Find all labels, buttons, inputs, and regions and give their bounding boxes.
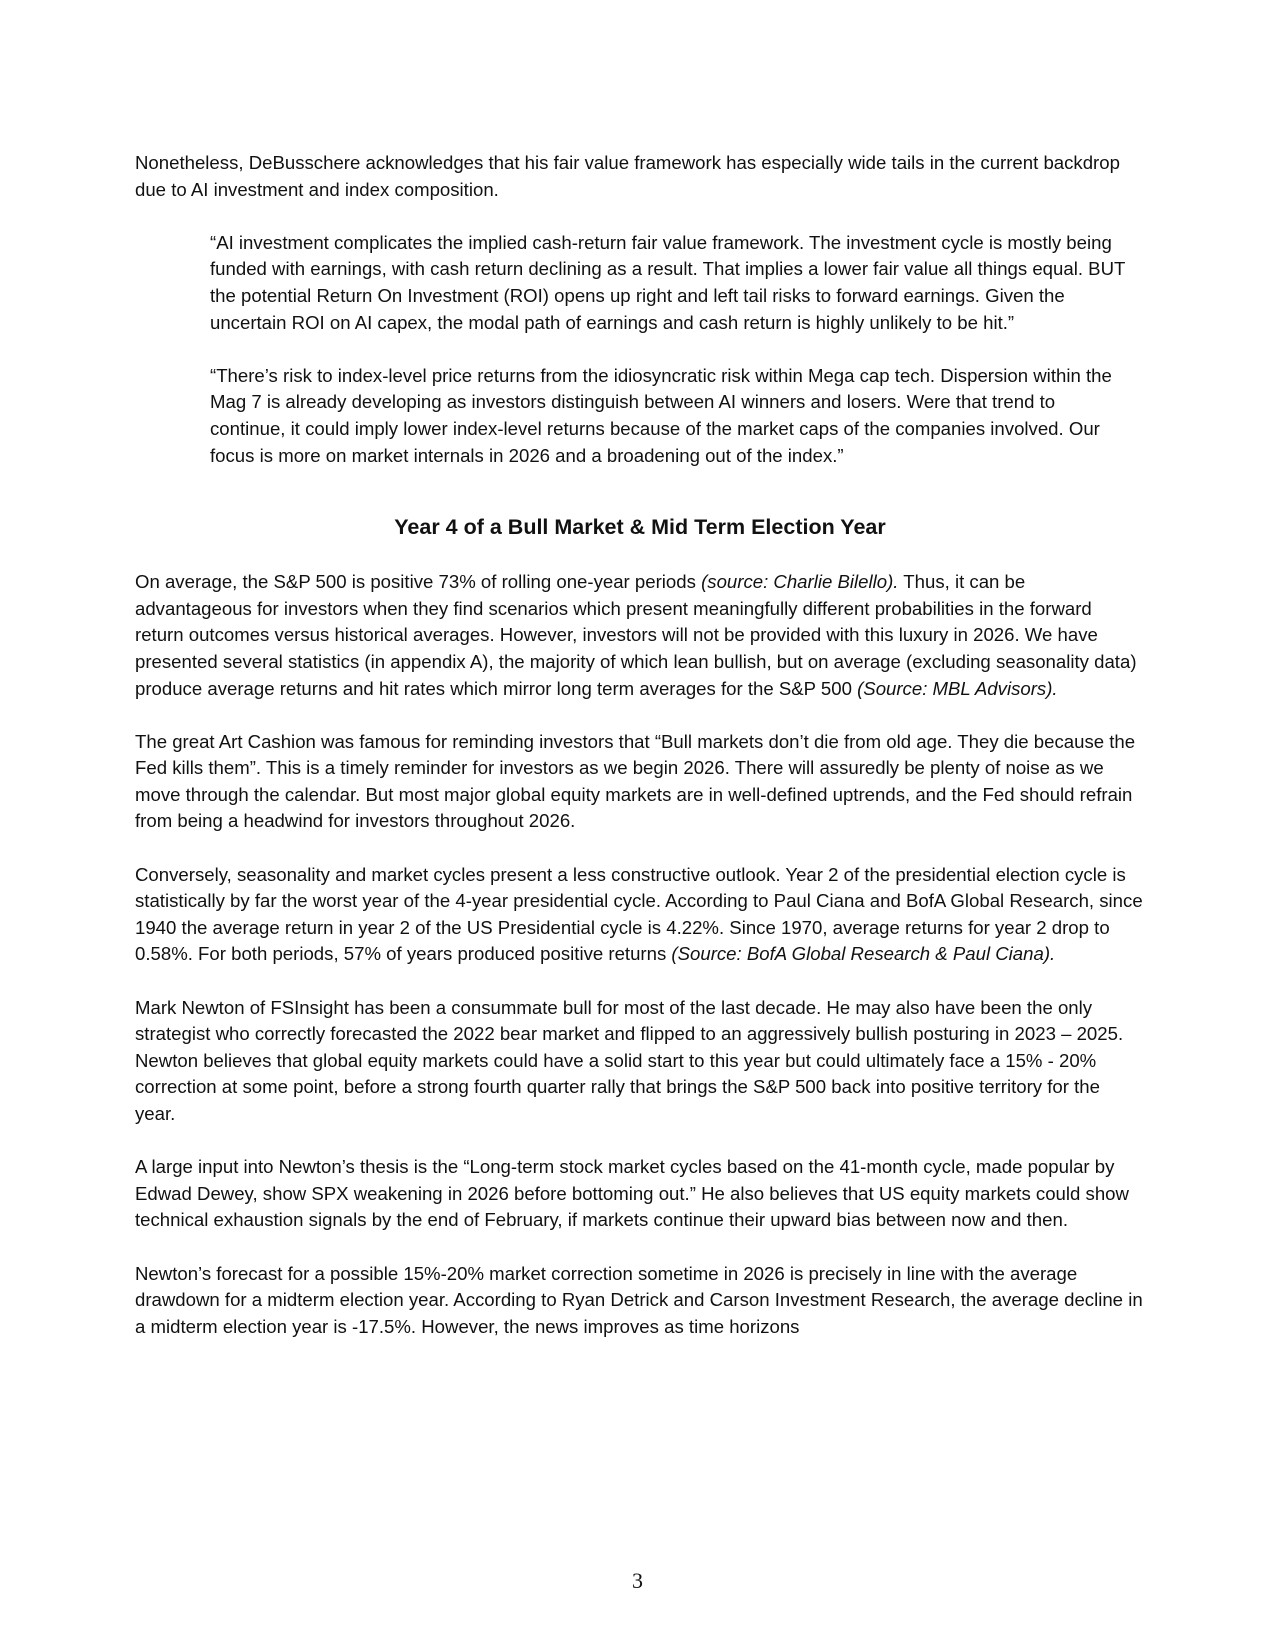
paragraph-newton-forecast: Newton’s forecast for a possible 15%-20% market correction sometime in 2026 is precisely in line with the average drawdown for a midterm election year. According to Ryan Detrick and Carson Investment Research, the average decline in a midterm election year is -17.5%. However, the news improves as time horizons [135, 1262, 1143, 1337]
paragraph-text: Conversely, seasonality and market cycles present a less constructive outlook. Year 2 of the presidential election cycle is statistically by far the worst year of the 4-year presidential cycle. According to Paul Ciana and BofA Global Research, since 1940 the average return in year 2 of the US Presidential cycle is 4.22%. Since 1970, average returns for year 2 drop to 0.58%. For both periods, 57% of years produced positive returns [135, 863, 1143, 965]
paragraph-newton-thesis: A large input into Newton’s thesis is the “Long-term stock market cycles based on the 41-month cycle, made popular by Edwad Dewey, show SPX weakening in 2026 before bottoming out.” He also believes that US equity markets could show technical exhaustion signals by the end of February, if markets continue their upward bias between now and then. [135, 1156, 1129, 1231]
source-citation: (Source: BofA Global Research & Paul Ciana). [671, 943, 1056, 965]
page-number: 3 [632, 1568, 643, 1593]
paragraph-mark-newton: Mark Newton of FSInsight has been a consummate bull for most of the last decade. He may also have been the only strategist who correctly forecasted the 2022 bear market and flipped to an aggressively bullish posturing in 2023 – 2025. Newton believes that global equity markets could have a solid start to this year but could ultimately face a 15% - 20% correction at some point, before a strong fourth quarter rally that brings the S&P 500 back into positive territory for the year. [135, 996, 1124, 1124]
paragraph-text: Thus, it can be advantageous for investors when they find scenarios which present meaningfully different probabilities in the forward return outcomes versus historical averages. However, investors will not be provided with this luxury in 2026. We have presented several statistics (in appendix A), the majority of which lean bullish, but on average (excluding seasonality data) produce average returns and hit rates which mirror long term averages for the S&P 500 [135, 571, 1137, 699]
intro-paragraph: Nonetheless, DeBusschere acknowledges that his fair value framework has especially wide tails in the current backdrop due to AI investment and index composition. [135, 152, 1120, 200]
paragraph-art-cashion: The great Art Cashion was famous for reminding investors that “Bull markets don’t die from old age. They die because the Fed kills them”. This is a timely reminder for investors as we begin 2026. There will assuredly be plenty of noise as we move through the calendar. But most major global equity markets are in well-defined uptrends, and the Fed should refrain from being a headwind for investors throughout 2026. [135, 730, 1136, 832]
source-citation: (Source: MBL Advisors). [857, 677, 1058, 699]
quote-ai-investment: “AI investment complicates the implied cash-return fair value framework. The investment cycle is mostly being funded with earnings, with cash return declining as a result. That implies a lower fair value all things equal. BUT the potential Return On Investment (ROI) opens up right and left tail risks to forward earnings. Given the uncertain ROI on AI capex, the modal path of earnings and cash return is highly unlikely to be hit.” [210, 231, 1126, 333]
paragraph-text: On average, the S&P 500 is positive 73% of rolling one-year periods [135, 571, 702, 593]
paragraph-sp500-average [135, 569, 1145, 702]
quote-index-risk: “There’s risk to index-level price returns from the idiosyncratic risk within Mega cap tech. Dispersion within the Mag 7 is already developing as investors distinguish between AI winners and losers. Were that trend to continue, it could imply lower index-level returns because of the market caps of the companies involved. Our focus is more on market internals in 2026 and a broadening out of the index.” [210, 364, 1112, 466]
paragraph-seasonality [135, 862, 1145, 968]
section-heading: Year 4 of a Bull Market & Mid Term Election Year [394, 515, 886, 540]
source-citation: (source: Charlie Bilello). [701, 571, 899, 593]
document-body [135, 150, 1145, 1367]
